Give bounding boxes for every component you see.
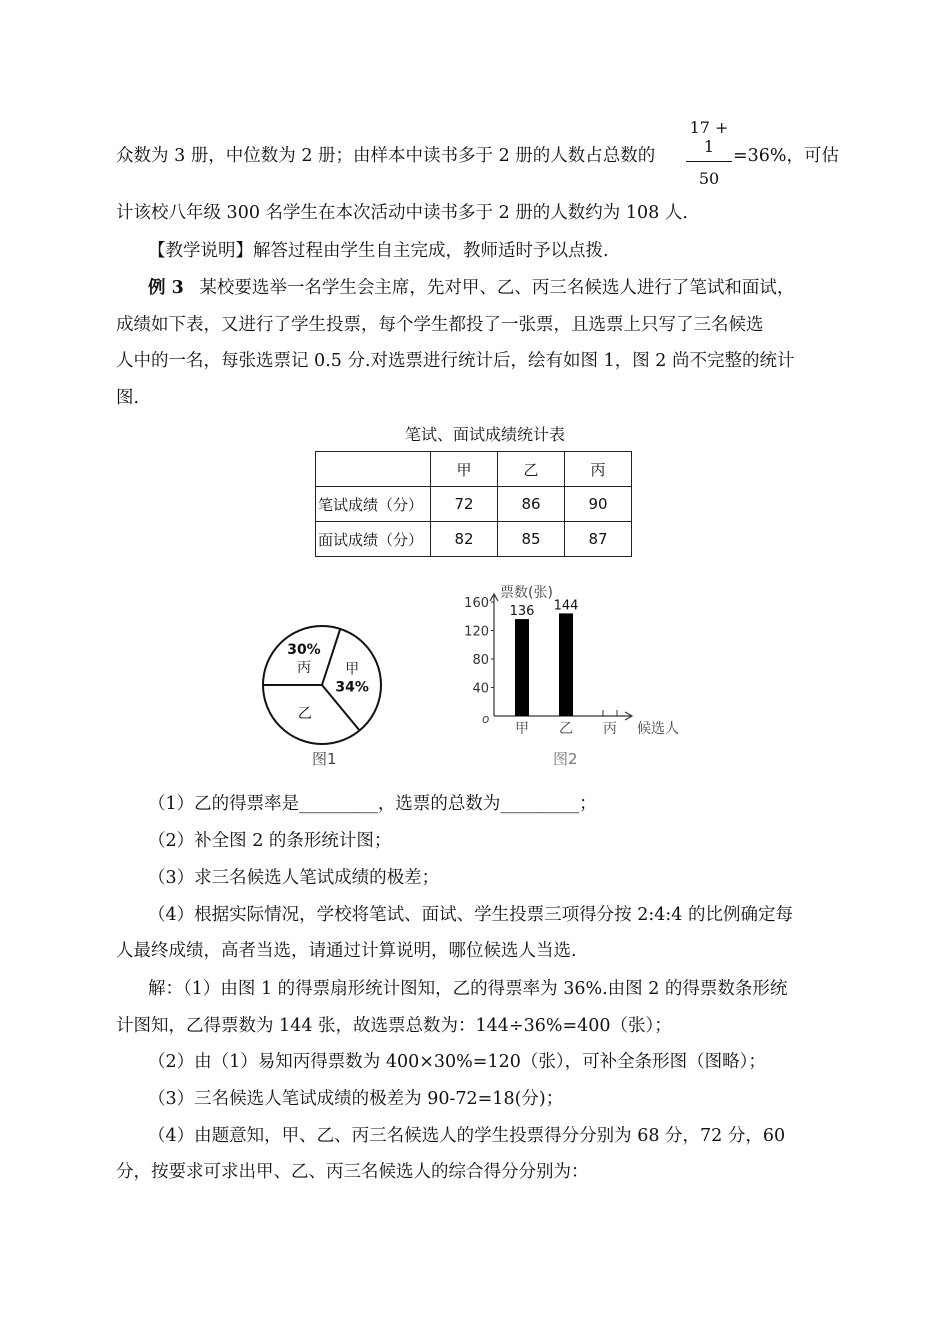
question-line: （3）求三名候选人笔试成绩的极差； [148, 868, 440, 888]
table-header-cell: 丙 [565, 452, 632, 487]
example-label: 例 3 [148, 278, 184, 298]
question-line: （2）补全图 2 的条形统计图； [148, 831, 392, 851]
table-corner-cell [316, 452, 431, 487]
bar-chart-title: 图2 [553, 750, 578, 768]
scores-table [315, 451, 632, 557]
table-header-cell: 乙 [498, 452, 565, 487]
text-segment: =36%，可估 [733, 146, 840, 166]
table-cell: 86 [498, 487, 565, 522]
solution-line: （2）由（1）易知丙得票数为 400×30%=120（张），可补全条形图（图略）； [148, 1052, 766, 1072]
bar-value-label: 144 [553, 598, 579, 614]
solution-line: （3）三名候选人笔试成绩的极差为 90-72=18(分)； [148, 1089, 564, 1109]
solution-line: 解：（1）由图 1 的得票扇形统计图知，乙的得票率为 36%.由图 2 的得票数条形统 [148, 979, 788, 999]
table-row-label: 笔试成绩（分） [316, 487, 431, 522]
origin-label: o [482, 712, 490, 726]
pie-slice-name: 乙 [297, 705, 312, 722]
y-tick-label: 80 [472, 653, 489, 668]
y-tick-label: 40 [472, 681, 489, 697]
table-row [316, 487, 632, 522]
question-line: 人最终成绩，高者当选，请通过计算说明，哪位候选人当选. [116, 941, 577, 961]
table-cell: 85 [498, 522, 565, 557]
table-header-cell: 甲 [431, 452, 498, 487]
table-cell: 87 [565, 522, 632, 557]
question-line: （4）根据实际情况，学校将笔试、面试、学生投票三项得分按 2:4:4 的比例确定每 [148, 905, 793, 925]
text-segment: 某校要选举一名学生会主席，先对甲、乙、丙三名候选人进行了笔试和面试， [199, 278, 795, 298]
bar-甲 [515, 619, 529, 716]
pie-slice-label-乙 [298, 706, 312, 722]
pie-slice-percent: 30% [287, 642, 321, 659]
table-cell: 72 [431, 487, 498, 522]
x-tick-label: 丙 [603, 721, 617, 737]
text-line [733, 148, 839, 166]
table-row-label: 面试成绩（分） [316, 522, 431, 557]
table-cell: 82 [431, 522, 498, 557]
text-line: 【教学说明】解答过程由学生自主完成，教师适时予以点拨. [148, 241, 609, 261]
pie-chart-title: 图1 [312, 750, 337, 768]
text-line: 人中的一名，每张选票记 0.5 分.对选票进行统计后，绘有如图 1，图 2 尚不完整的统计 [116, 351, 795, 371]
text-line: 成绩如下表，又进行了学生投票，每个学生都投了一张票，且选票上只写了三名候选 [116, 315, 764, 335]
bar-乙 [559, 613, 573, 716]
solution-line: 计图知，乙得票数为 144 张，故选票总数为：144÷36%=400（张）； [116, 1016, 672, 1036]
text-line: 计该校八年级 300 名学生在本次活动中读书多于 2 册的人数约为 108 人. [116, 203, 688, 223]
bar-value-label: 136 [509, 604, 535, 620]
x-tick-label: 乙 [559, 721, 573, 737]
text-line [116, 148, 655, 166]
fraction [686, 118, 732, 188]
table-row [316, 522, 632, 557]
pie-slice-name: 甲 [345, 661, 360, 678]
fraction-denominator: 50 [698, 169, 720, 188]
y-tick-label: 120 [464, 624, 489, 640]
question-line: （1）乙的得票率是_________，选票的总数为_________； [148, 794, 597, 814]
solution-line: （4）由题意知，甲、乙、丙三名候选人的学生投票得分分别为 68 分，72 分，60 [148, 1126, 786, 1146]
bar-chart [460, 580, 690, 740]
x-axis-label: 候选人 [637, 721, 679, 737]
fraction-numerator: 17 + 1 [689, 118, 729, 156]
text-line: 图. [116, 388, 140, 408]
table-header-row [316, 452, 632, 487]
table-title: 笔试、面试成绩统计表 [405, 425, 566, 444]
text-segment: 众数为 3 册，中位数为 2 册；由样本中读书多于 2 册的人数占总数的 [116, 146, 656, 166]
y-axis-label: 票数(张) [500, 585, 553, 601]
y-tick-label: 160 [464, 596, 489, 611]
fraction-bar [686, 161, 732, 162]
solution-line: 分，按要求可求出甲、乙、丙三名候选人的综合得分分别为： [116, 1162, 589, 1182]
x-tick-label: 甲 [515, 721, 529, 737]
pie-chart [258, 618, 398, 768]
pie-slice-percent: 34% [335, 679, 369, 696]
pie-slice-name: 丙 [296, 660, 311, 677]
text-line [148, 280, 794, 298]
table-cell: 90 [565, 487, 632, 522]
